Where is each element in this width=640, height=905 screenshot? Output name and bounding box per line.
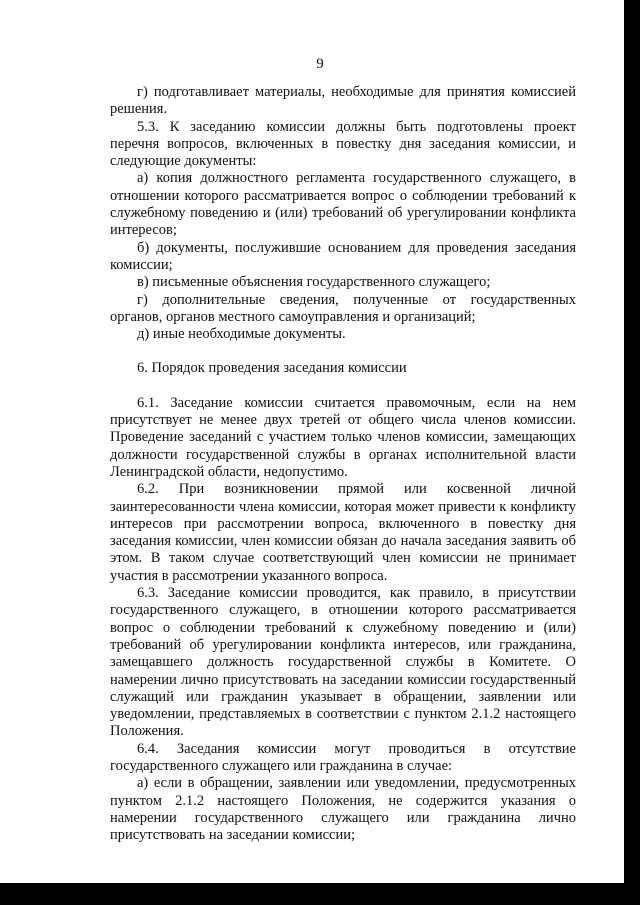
section-heading: 6. Порядок проведения заседания комиссии	[137, 360, 407, 377]
list-item-d: д) иные необходимые документы.	[137, 326, 346, 343]
paragraph-6-4: 6.4. Заседания комиссии могут проводиться в отсутствие государственного служащего или гражданина в случае:	[110, 740, 576, 774]
paragraph-5-3: 5.3. К заседанию комиссии должны быть подготовлены проект перечня вопросов, включенных в повестку дня заседания комиссии, и следующие документы:	[110, 118, 576, 170]
list-item-b: б) документы, послужившие основанием для проведения заседания комиссии;	[110, 239, 576, 273]
paragraph-6-1: 6.1. Заседание комиссии считается правомочным, если на нем присутствует не менее двух третей от общего числа членов комиссии. Проведение заседаний с участием только членов комиссии, замещающих должности государственной службы в органах исполнительной власти Ленинградской области, недопустимо.	[110, 394, 576, 480]
spacer	[110, 343, 576, 360]
list-item-6-4-a: а) если в обращении, заявлении или уведомлении, предусмотренных пунктом 2.1.2 настоящего Положения, не содержится указания о намерении государственного служащего или гражданина лично присутствовать на заседании комиссии;	[110, 775, 576, 844]
paragraph-g-prepare: г) подготавливает материалы, необходимые для принятия комиссией решения.	[110, 84, 576, 118]
scan-edge-bottom	[0, 883, 640, 905]
list-item-a: а) копия должностного регламента государственного служащего, в отношении которого рассматривается вопрос о соблюдении требований к служебному поведению и (или) требований об урегулировании конфликта интересов;	[110, 170, 576, 239]
scan-edge-right	[624, 0, 640, 905]
paragraph-6-2: 6.2. При возникновении прямой или косвенной личной заинтересованности члена комиссии, которая может привести к конфликту интересов при рассмотрении вопроса, включенного в повестку дня заседания комиссии, член комиссии обязан до начала заседания заявить об этом. В таком случае соответствующий член комиссии не принимает участия в рассмотрении указанного вопроса.	[110, 481, 576, 584]
list-item-v: в) письменные объяснения государственного служащего;	[137, 274, 491, 291]
paragraph-6-3: 6.3. Заседание комиссии проводится, как правило, в присутствии государственного служащего, в отношении которого рассматривается вопрос о соблюдении требований к служебному поведению и (или) требований об урегулировании конфликта интересов, или гражданина, замещавшего должность государственной службы в Комитете. О намерении лично присутствовать на заседании комиссии государственный служащий или гражданин указывает в обращении, заявлении или уведомлении, представляемых в соответствии с пунктом 2.1.2 настоящего Положения.	[110, 585, 576, 740]
document-body	[110, 84, 576, 844]
spacer	[110, 378, 576, 395]
page-number: 9	[316, 56, 324, 72]
list-item-g: г) дополнительные сведения, полученные от государственных органов, органов местного самоуправления и организаций;	[110, 291, 576, 325]
